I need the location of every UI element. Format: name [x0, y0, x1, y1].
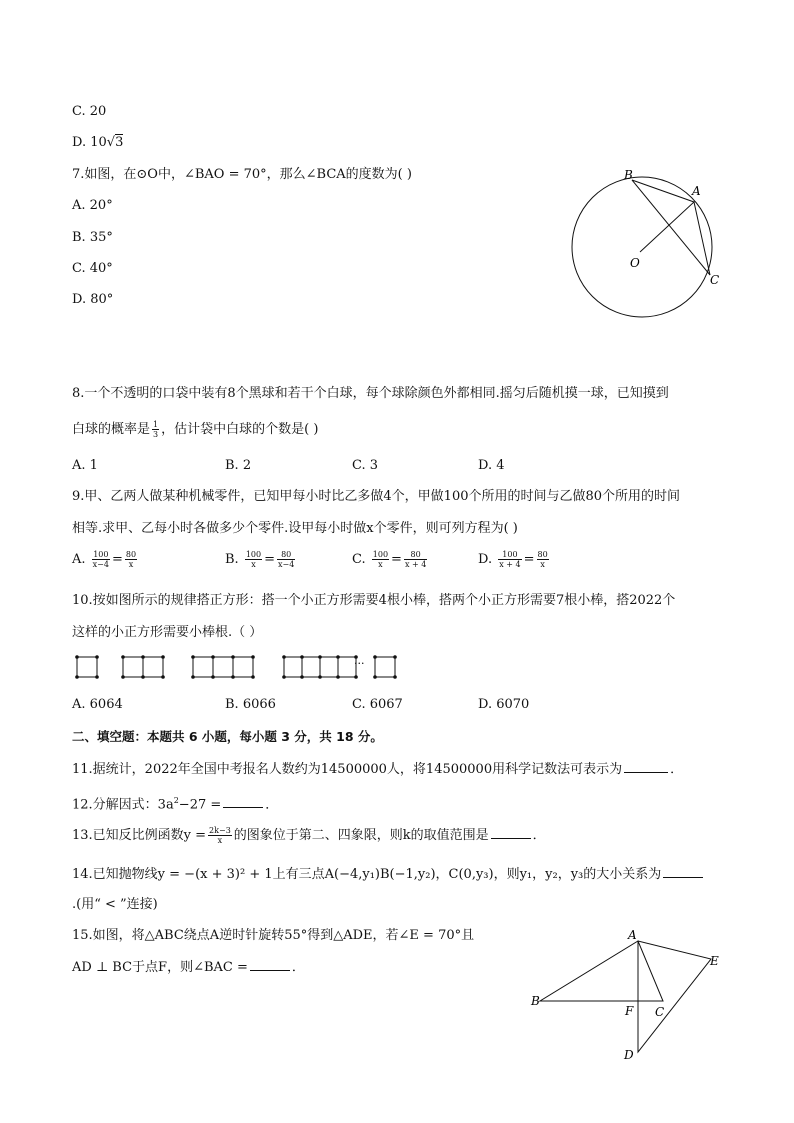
label-b: B: [624, 168, 633, 182]
q7-option-c: C. 40°: [72, 261, 113, 276]
q15-rotation-figure: [528, 925, 728, 1065]
fraction-right: [404, 550, 427, 569]
fraction-denominator: x: [378, 560, 383, 569]
q6-option-d-radicand: 3: [115, 135, 124, 150]
q7-option-d: D. 80°: [72, 292, 114, 307]
option-label: B.: [225, 552, 239, 567]
fraction-numerator: 100: [245, 550, 262, 559]
q13-text-post: 的图象位于第二、四象限，则k的取值范围是: [233, 828, 489, 843]
ellipsis: ···: [354, 657, 365, 670]
q6-option-c: C. 20: [72, 104, 107, 119]
label-e: E: [710, 954, 719, 968]
pattern-n: [375, 657, 395, 677]
q7-option-a: A. 20°: [72, 198, 113, 213]
fraction-denominator: x: [128, 560, 134, 569]
fraction-numerator: 80: [277, 550, 295, 560]
q9-option-b: B. $\frac{100}{x}$ = $\frac{80}{x-4}$: [225, 550, 295, 569]
q13-text-pre: 13.已知反比例函数y =: [72, 828, 207, 843]
label-d: D: [624, 1048, 634, 1062]
q12-text-pre: 12.分解因式：3a: [72, 797, 174, 813]
fraction-numerator: 100: [93, 550, 109, 559]
period: ．: [670, 762, 684, 777]
label-b: B: [531, 994, 540, 1008]
q13-fraction: [208, 826, 232, 845]
fraction-denominator: x: [540, 560, 545, 569]
period: ．: [265, 797, 279, 813]
q9-option-d: D. $\frac{100}{x + 4}$ = $\frac{80}{x}$: [478, 550, 548, 569]
fraction-numerator: 2k−3: [209, 826, 231, 835]
fraction-denominator: x + 4: [499, 560, 521, 569]
q15-stem-line1: 15.如图，将△ABC绕点A逆时针旋转55°得到△ADE，若∠E = 70°且: [72, 928, 475, 943]
q15-text: AD ⊥ BC于点F，则∠BAC =: [72, 960, 248, 975]
fraction-numerator: 80: [537, 550, 548, 559]
q10-squares-figure: [70, 650, 410, 684]
label-c: C: [710, 273, 720, 287]
label-a: A: [692, 184, 701, 198]
q10-stem-line1: 10.按如图所示的规律搭正方形：搭一个小正方形需要4根小棒，搭两个小正方形需要7根小棒，搭2022个: [72, 593, 676, 608]
fraction-left: [372, 550, 389, 569]
q13-answer-blank[interactable]: [491, 826, 531, 839]
q15-stem-line2: [72, 958, 305, 977]
q8-option-d: D. 4: [478, 458, 505, 473]
q11-text: 11.据统计，2022年全国中考报名人数约为14500000人，将14500000用科学记数法可表示为: [72, 762, 623, 777]
q13-stem: [72, 826, 546, 845]
q15-answer-blank[interactable]: [250, 958, 290, 971]
fraction-numerator: 1: [153, 420, 159, 429]
q12-text-post: −27 =: [178, 797, 222, 813]
segment-bo: [632, 180, 640, 252]
q14-answer-blank[interactable]: [663, 865, 703, 878]
fraction-numerator: 80: [125, 550, 137, 559]
q6-option-d: [72, 134, 123, 152]
section-heading-fill-in: 二、填空题：本题共 6 小题，每小题 3 分，共 18 分。: [72, 729, 383, 744]
q9-option-a: A. $\frac{100}{x-4}$ = $\frac{80}{x}$: [72, 550, 137, 569]
q8-option-a: A. 1: [72, 458, 98, 473]
q10-option-b: B. 6066: [225, 697, 276, 712]
q8-option-c: C. 3: [352, 458, 379, 473]
q12-exponent: 2: [173, 796, 179, 805]
period: ．: [291, 960, 305, 975]
fraction-denominator: x−4: [92, 560, 109, 569]
q11-stem: [72, 760, 683, 779]
q12-stem: [72, 792, 278, 814]
segment-ac: [694, 202, 710, 275]
q14-stem-line2: .(用“ < ”连接): [72, 897, 158, 912]
q7-option-b: B. 35°: [72, 230, 113, 245]
fraction-left: [92, 550, 110, 569]
pattern-3: [193, 657, 253, 677]
q12-answer-blank[interactable]: [223, 795, 263, 808]
q7-stem: 7.如图，在⊙O中，∠BAO = 70°，那么∠BCA的度数为( ): [72, 167, 412, 182]
q8-stem-line2: [72, 420, 318, 439]
q10-option-a: A. 6064: [72, 697, 123, 712]
fraction-denominator: x: [217, 836, 223, 845]
fraction-left: [245, 550, 262, 569]
label-o: O: [630, 256, 640, 270]
q14-stem-line1: [72, 865, 705, 884]
q10-stem-line2: 这样的小正方形需要小棒根.（ ）: [72, 625, 263, 640]
fraction-right: [277, 550, 295, 569]
pattern-4: [284, 657, 356, 677]
q9-stem-line1: 9.甲、乙两人做某种机械零件，已知甲每小时比乙多做4个，甲做100个所用的时间与乙做80个所用的时间: [72, 489, 681, 504]
fraction-denominator: x + 4: [404, 560, 427, 569]
q10-option-d: D. 6070: [478, 697, 530, 712]
fraction-denominator: x−4: [278, 560, 295, 569]
label-f: F: [625, 1004, 634, 1018]
pattern-1: [77, 657, 97, 677]
label-a: A: [628, 928, 637, 942]
sqrt-symbol: √: [106, 135, 116, 150]
option-label: D.: [478, 552, 493, 567]
pattern-2: [123, 657, 163, 677]
fraction-numerator: 100: [498, 550, 521, 560]
option-label: C.: [352, 552, 366, 567]
q8-fraction: [152, 420, 159, 439]
q8-option-b: B. 2: [225, 458, 252, 473]
fraction-denominator: 3: [153, 430, 159, 439]
q9-stem-line2: 相等.求甲、乙每小时各做多少个零件.设甲每小时做x个零件，则可列方程为( ): [72, 521, 518, 536]
q8-line2-post: ，估计袋中白球的个数是( ): [161, 422, 319, 437]
q14-text: 14.已知抛物线y = −(x + 3)² + 1上有三点A(−4,y₁)B(−1,y₂)，C(0,y₃)，则y₁，y₂，y₃的大小关系为: [72, 867, 662, 882]
q9-option-c: C. $\frac{100}{x}$ = $\frac{80}{x + 4}$: [352, 550, 427, 569]
q8-stem-line1: 8.一个不透明的口袋中装有8个黑球和若干个白球，每个球除颜色外都相同.摇匀后随机摸一球，已知摸到: [72, 386, 669, 401]
option-label: A.: [72, 552, 86, 567]
q11-answer-blank[interactable]: [624, 760, 668, 773]
circle-o: [572, 177, 712, 317]
fraction-right: [537, 550, 549, 569]
triangle-ade: [638, 941, 711, 1052]
fraction-numerator: 80: [404, 550, 427, 560]
q10-option-c: C. 6067: [352, 697, 403, 712]
fraction-denominator: x: [251, 560, 256, 569]
fraction-numerator: 100: [372, 550, 389, 559]
q7-circle-figure: [560, 165, 730, 330]
fraction-left: [498, 550, 521, 569]
fraction-right: [125, 550, 137, 569]
q8-line2-pre: 白球的概率是: [72, 422, 151, 437]
period: ．: [532, 828, 546, 843]
label-c: C: [655, 1005, 665, 1019]
q6-option-d-text: D. 10: [72, 135, 107, 150]
triangle-abc: [540, 941, 663, 1001]
